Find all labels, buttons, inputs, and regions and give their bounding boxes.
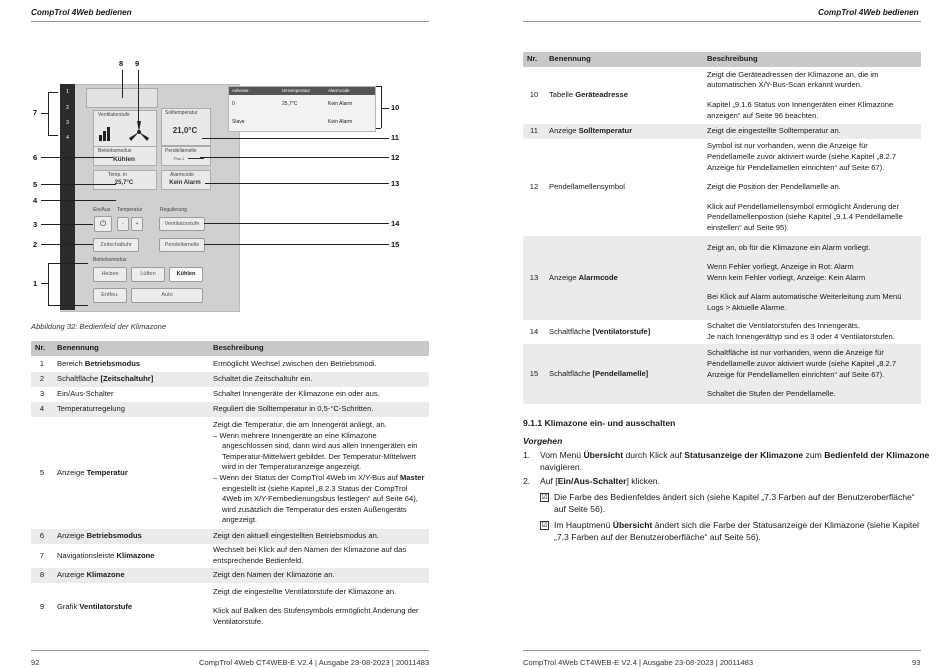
table-row [523,67,921,124]
right-header-rule [523,21,921,22]
alarm-cell: Kein Alarm [328,101,353,107]
col-nr-header: Nr. [31,341,53,356]
row-name: Schaltfläche [Ventilatorstufe] [549,326,651,336]
leader-line [205,183,389,184]
leader-line [41,200,116,201]
nav-item-2[interactable]: 2 [66,105,69,111]
row-desc: Wechselt bei Klick auf den Namen der Klimazone auf das entsprechende Bedienfeld. [213,545,407,565]
step-text: Vom Menü Übersicht durch Klick auf Statusanzeige der Klimazone zum Bedienfeld der Klimazone navigieren. [540,450,930,472]
row-name: Grafik Ventilatorstufe [57,601,133,611]
col-desc-header: Beschreibung [703,52,921,67]
row-desc: Zeigt den Namen der Klimazone an. [209,568,429,583]
table-row [31,568,429,583]
row-desc: Reguliert die Solltemperatur in 0,5-°C-Schritten. [209,402,429,417]
mode-heat-button[interactable]: Heizen [93,267,127,282]
mode-label: Betriebsmodus [98,148,132,154]
table-header-row [523,52,921,67]
fan-icon [94,119,156,147]
leader-line [41,224,93,225]
callout-2: 2 [33,240,38,249]
nav-item-4[interactable]: 4 [66,135,69,141]
row-name: Ein/Aus-Schalter [57,389,114,399]
mode-value: Kühlen [112,156,136,163]
col-nr-header: Nr. [523,52,545,67]
leader-line [41,244,93,245]
row-nr: 7 [39,550,45,560]
col-name-header: Benennung [53,341,209,356]
navigation-bar [60,84,75,310]
leader-line [200,157,389,158]
figure-caption: Abbildung 32: Bedienfeld der Klimazone [31,322,167,331]
left-footer-rule [31,650,429,651]
callout-10: 10 [391,103,400,112]
alarm-label: Alarmcode [170,172,194,178]
mode-cool-button[interactable]: Kühlen [169,267,203,282]
temperature-control-label: Temperatur [117,207,143,213]
left-page-number: 92 [31,658,40,667]
setpoint-label: Solltemperatur [165,110,198,116]
temperature-minus-button[interactable]: - [117,217,129,231]
row-nr: 4 [31,402,53,417]
left-spec-table [31,341,429,631]
right-page-number: 93 [912,658,921,667]
row-nr: 5 [39,467,45,477]
row-desc: Schaltet die Zeitschaltuhr ein. [209,372,429,387]
table-row [523,236,921,320]
leader-line [122,70,123,98]
table-row [31,387,429,402]
table-row [523,344,921,404]
row-nr: 13 [523,236,545,320]
row-name: Navigationsleiste Klimazone [57,550,155,560]
row-name: Anzeige Alarmcode [545,236,703,320]
checkbox-icon: ☑ [541,522,548,529]
callout-4: 4 [33,196,38,205]
row-name: Anzeige Klimazone [53,568,209,583]
leader-line [204,244,389,245]
leader-line [41,184,116,185]
callout-14: 14 [391,219,400,228]
onoff-label: Ein/Aus [93,207,111,213]
leader-line [48,135,58,136]
section-title: 9.1.1 Klimazone ein- und ausschalten [523,418,676,428]
nav-item-1[interactable]: 1 [66,89,69,95]
col-name-header: Benennung [545,52,703,67]
leader-line [381,86,382,128]
device-address-table [228,86,376,132]
table-row [31,529,429,544]
callout-7: 7 [33,108,38,117]
row-name: Schaltfläche [Zeitschaltuhr] [53,372,209,387]
louver-button[interactable]: Pendellamelle [159,238,205,252]
leader-line [204,223,389,224]
operating-mode-label: Betriebsmodus [93,257,127,263]
row-nr: 9 [39,601,45,611]
row-name: Schaltfläche [Pendellamelle] [545,344,703,404]
checkbox-icon: ☑ [541,494,548,501]
callout-9: 9 [135,59,140,68]
louver-icon [188,158,204,159]
callout-15: 15 [391,240,400,249]
table-row [31,402,429,417]
table-row [31,544,429,568]
row-name: Temperaturregelung [53,402,209,417]
row-nr: 1 [39,358,45,368]
fan-stage-button[interactable]: Ventilatorstufe [159,217,205,231]
row-desc: Zeigt an, ob für die Klimazone ein Alarm vorliegt. Wenn Fehler vorliegt, Anzeige in Rot: Alarm Wenn kein Fehler vorliegt, Anzeige: Kein Alarm Bei Klick auf Alarm automatische Weiterleitung zum Menü Logs > Aktuelle Alarme. [703,236,921,320]
step-number: 1. [523,450,531,460]
regulation-label: Regulierung [160,207,187,213]
row-desc: Symbol ist nur vorhanden, wenn die Anzeige für Pendellamelle zuvor aktiviert wurde (siehe Kapitel „8.2.7 Anzeige für Pendellamellen einrichten“ auf Seite 67). Zeigt die Position der Pendellamelle an. Klick auf Pendellamellensymbol ermöglicht Änderung der Pendellamellenpostion (siehe Kapitel „9.1.4 Pendellamelle einstellen“ auf Seite 95). [707,141,903,232]
row-nr: 2 [31,372,53,387]
callout-3: 3 [33,220,38,229]
row-name: Bereich Betriebsmodus [57,358,141,368]
temperature-value: 25,7°C [114,180,134,186]
alarm-cell: Kein Alarm [328,119,353,125]
right-header: CompTrol 4Web bedienen [818,8,919,17]
row-desc: Zeigt die eingestellte Ventilatorstufe der Klimazone an. Klick auf Balken des Stufensymbols ermöglicht Änderung der Ventilatorstufe. [213,586,419,626]
row-name: Anzeige Solltemperatur [545,124,703,139]
table-row [523,320,921,344]
row-name: Anzeige Betriebsmodus [53,529,209,544]
row-desc: Zeigt die Temperatur, die am Innengerät anliegt, an. – Wenn mehrere Innengeräte an eine Klimazone angeschlossen sind, dann wird aus allen Innengeräten ein Temperatur-Mittelwert gebildet. Der Temperatur-Mittelwert wird in der Temperaturanzeige angezeigt. – Wenn der Status der CompTrol 4Web im X/Y-Bus auf Master eingestellt ist (siehe Kapitel „8.2.3 Status der CompTrol 4Web im X/Y-Fernbedienungsbus festlegen“ auf Seite 64), wird zusätzlich die Temperatur des ersten Außengeräts angezeigt. [213,420,425,525]
louver-box[interactable] [161,146,211,166]
callout-12: 12 [391,153,400,162]
address-cell: Slave [232,119,245,125]
louver-label: Pendellamelle [165,148,197,154]
nav-item-3[interactable]: 3 [66,120,69,126]
row-nr: 3 [39,389,45,399]
left-footer-text: CompTrol 4Web CT4WEB-E V2.4 | Ausgabe 23-08-2023 | 20011483 [199,658,430,667]
callout-13: 13 [391,179,400,188]
step-number: 2. [523,476,531,486]
alarm-col-header: Alarmcode [328,88,350,93]
setpoint-value: 21,0°C [172,126,198,135]
right-footer-text: CompTrol 4Web CT4WEB-E V2.4 | Ausgabe 23-08-2023 | 20011483 [523,658,754,667]
temp-col-header: Ist-temperatur [282,88,311,93]
leader-line [48,92,58,93]
address-cell: 0 [232,101,235,107]
table-row [31,583,429,631]
row-nr: 6 [31,529,53,544]
row-nr: 11 [523,124,545,139]
leader-line [376,128,381,129]
callout-6: 6 [33,153,38,162]
row-nr: 12 [529,182,539,192]
row-desc: Zeigt die eingestellte Solltemperatur an. [703,124,921,139]
leader-line [41,157,113,158]
leader-line [48,263,88,264]
procedure-heading: Vorgehen [523,436,563,446]
row-nr: 10 [529,90,539,100]
row-nr: 8 [31,568,53,583]
leader-line [48,305,88,306]
result-text: Im Hauptmenü Übersicht ändert sich die Farbe der Statusanzeige der Klimazone (siehe Kapitel „7.3 Farben auf der Benutzeroberfläche“ auf Seite 56). [554,520,919,542]
right-spec-table [523,52,921,404]
temperature-plus-button[interactable]: + [131,217,143,231]
address-col-header: Adresse [232,88,249,93]
leader-line [48,92,49,135]
row-desc: Zeigt den aktuell eingestellten Betriebsmodus an. [209,529,429,544]
table-row [523,139,921,236]
louver-value: Pos 1 [174,156,185,161]
leader-line [48,263,49,305]
right-footer-rule [523,650,921,651]
table-row [31,372,429,387]
result-text: Die Farbe des Bedienfeldes ändert sich (siehe Kapitel „7.3 Farben auf der Benutzeroberfläche“ auf Seite 56). [554,492,915,514]
step-text: Auf [Ein/Aus-Schalter] klicken. [540,476,660,486]
row-name: Pendellamellensymbol [549,182,625,192]
temp-cell: 25,7°C [282,101,298,107]
row-name: Anzeige Temperatur [57,467,128,477]
callout-1: 1 [33,279,38,288]
power-button[interactable] [94,216,112,232]
table-row [31,356,429,372]
row-nr: 14 [529,326,539,336]
mode-auto-button[interactable]: Auto [131,288,203,303]
table-header-row [31,341,429,356]
mode-vent-button[interactable]: Lüften [131,267,165,282]
timer-button[interactable]: Zeitschaltuhr [93,238,139,252]
row-desc: Ermöglicht Wechsel zwischen den Betriebsmodi. [213,358,377,368]
mode-dehumidify-button[interactable]: Entfeu. [93,288,127,303]
row-desc: Zeigt die Geräteadressen der Klimazone an, die im automatischen X/Y-Bus-Scan erkannt wurden. Kapitel „9.1.6 Status von Innengeräten einer Klimazone anzeigen“ auf Seite 96 beachten. [707,69,894,120]
leader-line [138,70,139,122]
power-icon: ⏻ [99,219,107,228]
leader-line [381,108,389,109]
table-row [31,417,429,529]
left-header-rule [31,21,429,22]
callout-5: 5 [33,180,38,189]
leader-line [41,283,48,284]
row-desc: Schaltet die Ventilatorstufen des Innengeräts. Je nach Innengerättyp sind es 3 oder 4 Ventilatorstufen. [707,321,895,341]
fan-stage-label: Ventilatorstufe [98,112,130,118]
alarm-value[interactable]: Kein Alarm [169,180,201,186]
col-desc-header: Beschreibung [209,341,429,356]
row-desc: Schaltet Innengeräte der Klimazone ein oder aus. [213,389,380,399]
row-nr: 15 [523,344,545,404]
leader-line [202,138,389,139]
leader-line [376,86,381,87]
fan-stage-box[interactable] [93,110,157,148]
left-header: CompTrol 4Web bedienen [31,8,132,17]
leader-line [41,113,48,114]
temperature-label: Temp. in [108,172,127,178]
table-row [523,124,921,139]
callout-8: 8 [119,59,124,68]
row-desc: Schaltfläche ist nur vorhanden, wenn die Anzeige für Pendellamelle zuvor aktiviert wurde (siehe Kapitel „8.2.7 Anzeige für Pendellamellen einrichten“ auf Seite 67). Schaltet die Stufen der Pendellamelle. [703,344,921,404]
callout-11: 11 [391,133,399,142]
row-name: Tabelle Geräteadresse [549,90,628,100]
